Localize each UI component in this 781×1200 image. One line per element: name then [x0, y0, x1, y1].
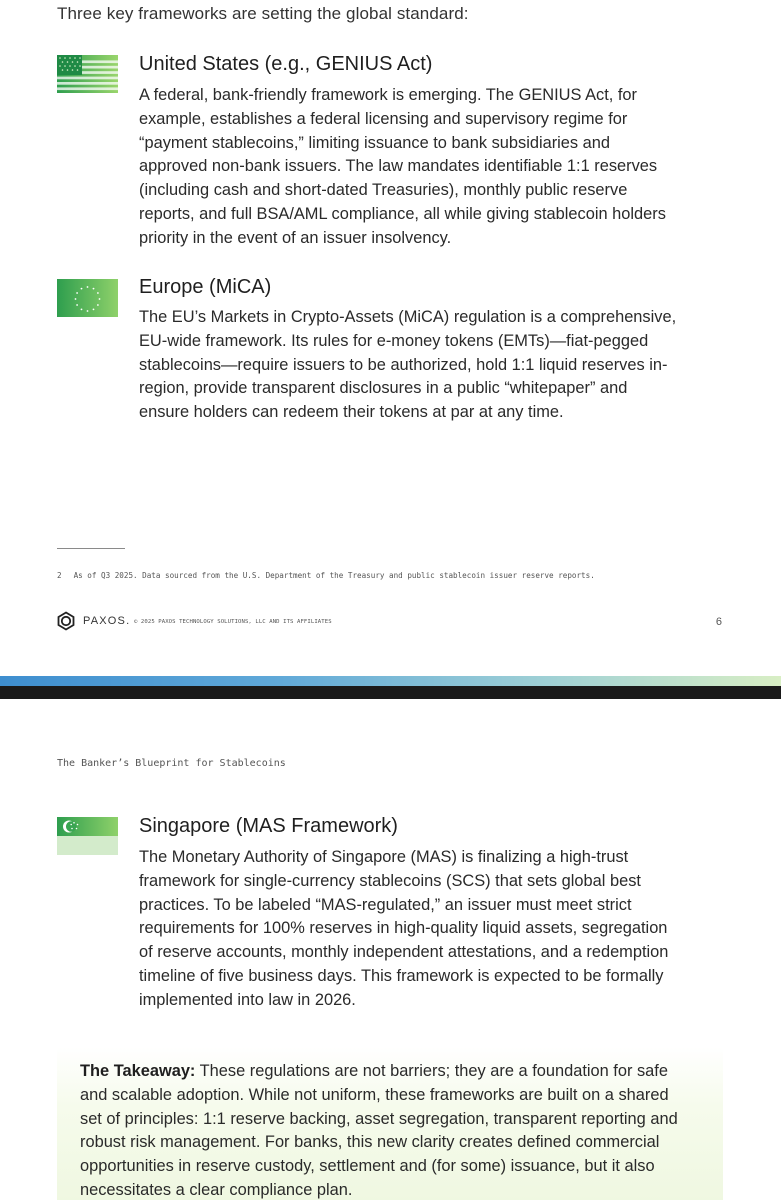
paxos-brand-text: PAXOS.	[83, 615, 131, 627]
section-heading: Europe (MiCA)	[139, 276, 272, 298]
intro-text: Three key frameworks are setting the global standard:	[57, 4, 469, 23]
takeaway-text	[80, 1060, 690, 1200]
eu-flag-icon	[57, 279, 118, 317]
copyright-text: © 2025 PAXOS TECHNOLOGY SOLUTIONS, LLC AND ITS AFFILIATES	[134, 619, 332, 625]
section-heading: United States (e.g., GENIUS Act)	[139, 53, 433, 75]
page-separator-dark	[0, 686, 781, 699]
footnote	[57, 571, 595, 580]
page-number: 6	[715, 616, 722, 628]
paxos-logo-icon	[56, 611, 76, 631]
takeaway-callout	[57, 1047, 723, 1200]
page-footer	[56, 611, 724, 631]
footnote-text: As of Q3 2025. Data sourced from the U.S. Department of the Treasury and public stablecoin issuer reserve reports.	[73, 571, 595, 580]
running-header: The Banker’s Blueprint for Stablecoins	[57, 758, 286, 769]
footnote-number: 2	[57, 571, 62, 580]
singapore-flag-icon	[57, 817, 118, 855]
document-page-7	[0, 699, 781, 1200]
us-flag-icon	[57, 55, 118, 93]
footnote-divider	[57, 548, 125, 549]
section-body: The EU’s Markets in Crypto-Assets (MiCA) regulation is a comprehensive, EU-wide framework. Its rules for e-money tokens (EMTs)—fiat-pegged stablecoins—require issuers to be authorized, hold 1:1 liquid reserves in-region, provide transparent disclosures in a public “whitepaper” and ensure holders can redeem their tokens at par at any time.	[139, 308, 677, 422]
takeaway-label: The Takeaway:	[80, 1062, 196, 1080]
takeaway-body: These regulations are not barriers; they are a foundation for safe and scalable adoption. While not uniform, these frameworks are built on a shared set of principles: 1:1 reserve backing, asset segregation, transparent reporting and robust risk management. For banks, this new clarity creates defined commercial opportunities in reserve custody, settlement and (for some) issuance, but it also necessitates a clear compliance plan.	[80, 1062, 678, 1199]
page-separator-gradient	[0, 676, 781, 686]
section-heading: Singapore (MAS Framework)	[139, 815, 398, 837]
section-body: A federal, bank-friendly framework is emerging. The GENIUS Act, for example, establishes a federal licensing and supervisory regime for “payment stablecoins,” limiting issuance to bank subsidiaries and approved non-bank issuers. The law mandates identifiable 1:1 reserves (including cash and short-dated Treasuries), monthly public reserve reports, and full BSA/AML compliance, all while giving stablecoin holders priority in the event of an issuer insolvency.	[139, 86, 666, 247]
section-body: The Monetary Authority of Singapore (MAS) is finalizing a high-trust framework for single-currency stablecoins (SCS) that sets global best practices. To be labeled “MAS-regulated,” an issuer must meet strict requirements for 100% reserves in high-quality liquid assets, segregation of reserve accounts, monthly independent attestations, and a redemption timeline of five business days. This framework is expected to be formally implemented into law in 2026.	[139, 848, 669, 1009]
